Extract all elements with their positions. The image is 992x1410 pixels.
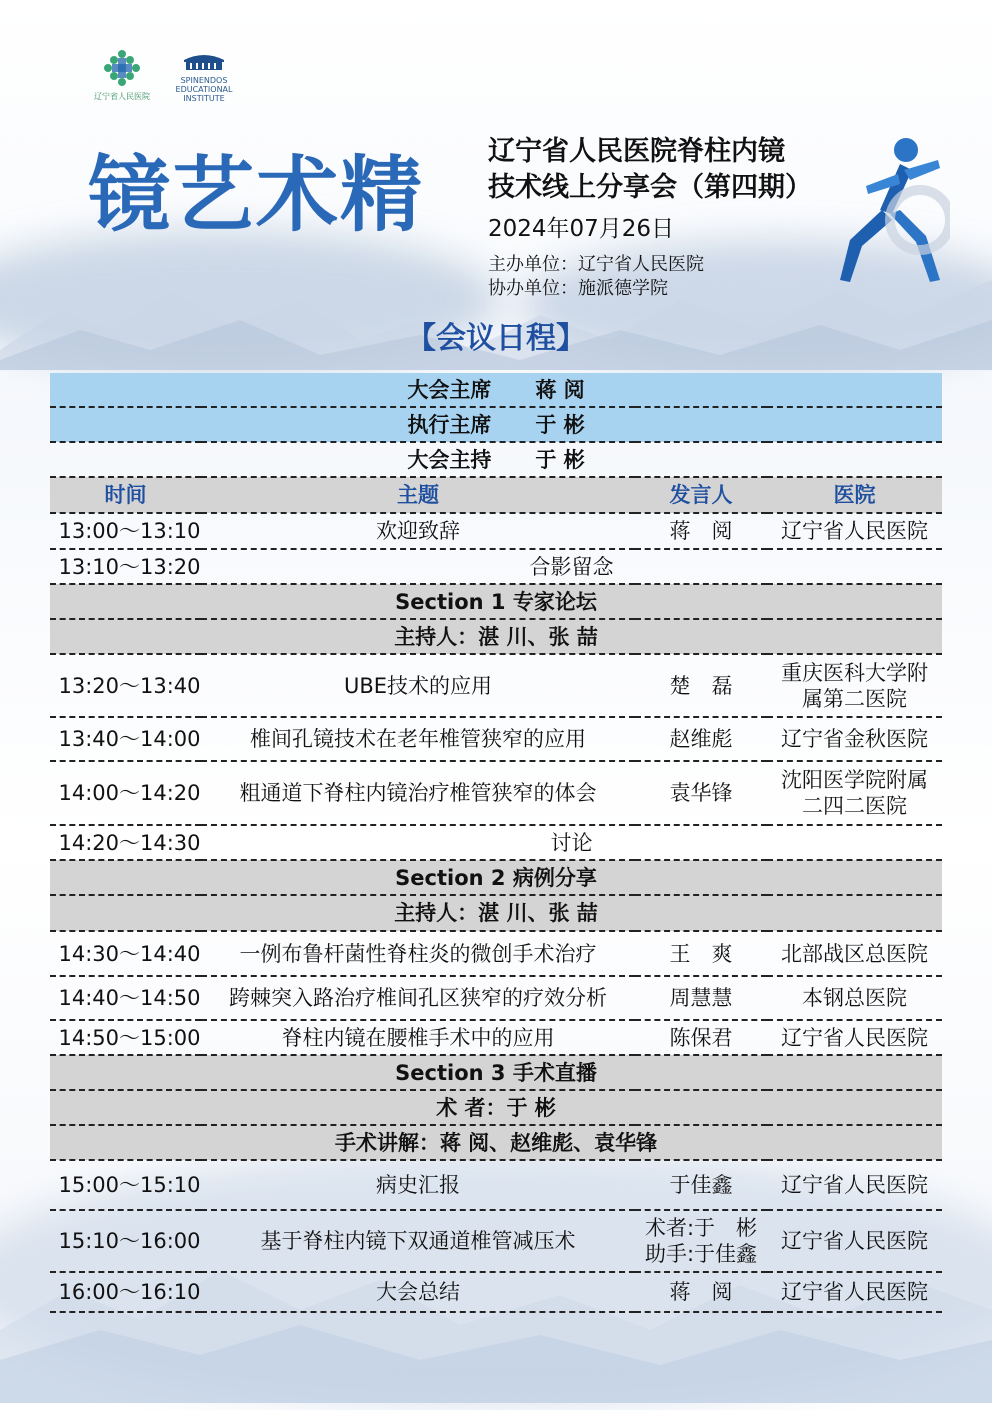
topic-cell: 欢迎致辞 bbox=[201, 513, 635, 549]
speaker-cell: 楚 磊 bbox=[635, 654, 767, 717]
table-row bbox=[50, 761, 942, 825]
hospital-cell: 辽宁省人民医院 bbox=[767, 1160, 942, 1210]
institute-logo bbox=[172, 50, 236, 103]
column-header-speaker: 发言人 bbox=[635, 477, 767, 513]
column-header-time: 时间 bbox=[50, 477, 201, 513]
chair-row bbox=[50, 373, 942, 407]
table-row bbox=[50, 549, 942, 584]
table-row bbox=[50, 1160, 942, 1210]
speaker-cell: 周慧慧 bbox=[635, 976, 767, 1020]
surgeon-text: 术 者：于 彬 bbox=[50, 1090, 942, 1125]
hospital-cell: 本钢总医院 bbox=[767, 976, 942, 1020]
section-title: Section 3 手术直播 bbox=[50, 1055, 942, 1090]
hospital-emblem-icon bbox=[102, 48, 142, 88]
column-header-hospital: 医院 bbox=[767, 477, 942, 513]
institute-caption: EDUCATIONAL bbox=[175, 85, 233, 94]
agenda-heading: 【会议日程】 bbox=[406, 321, 586, 356]
host-organization: 主办单位：辽宁省人民医院 bbox=[488, 254, 704, 275]
section-host: 主持人：湛 川、张 喆 bbox=[50, 619, 942, 654]
hospital-cell bbox=[767, 654, 942, 717]
commentary-row bbox=[50, 1125, 942, 1160]
topic-cell: 一例布鲁杆菌性脊柱炎的微创手术治疗 bbox=[201, 931, 635, 976]
topic-cell: 病史汇报 bbox=[201, 1160, 635, 1210]
conference-title bbox=[488, 134, 812, 206]
schedule-table bbox=[50, 373, 942, 1313]
hospital-line: 重庆医科大学附 bbox=[781, 660, 928, 685]
header-row bbox=[50, 477, 942, 513]
role-label: 大会主持 bbox=[407, 447, 492, 472]
time-cell: 13:00～13:10 bbox=[50, 513, 201, 549]
time-cell: 14:50～15:00 bbox=[50, 1020, 201, 1055]
time-cell: 14:20～14:30 bbox=[50, 825, 201, 860]
hospital-cell: 北部战区总医院 bbox=[767, 931, 942, 976]
topic-cell: 基于脊柱内镜下双通道椎管减压术 bbox=[201, 1210, 635, 1272]
institute-caption: INSTITUTE bbox=[183, 94, 225, 103]
role-name: 蒋 阅 bbox=[535, 377, 585, 402]
speaker-cell bbox=[635, 1210, 767, 1272]
role-label: 执行主席 bbox=[407, 412, 492, 437]
time-cell: 13:10～13:20 bbox=[50, 549, 201, 584]
hospital-cell: 辽宁省人民医院 bbox=[767, 1020, 942, 1055]
table-row bbox=[50, 1210, 942, 1272]
time-cell: 14:00～14:20 bbox=[50, 761, 201, 825]
commentary-text: 手术讲解：蒋 阅、赵维彪、袁华锋 bbox=[50, 1125, 942, 1160]
hospital-cell: 辽宁省人民医院 bbox=[767, 1210, 942, 1272]
time-cell: 14:40～14:50 bbox=[50, 976, 201, 1020]
speaker-cell: 于佳鑫 bbox=[635, 1160, 767, 1210]
table-row bbox=[50, 976, 942, 1020]
section-row bbox=[50, 1055, 942, 1090]
runner-figure-icon bbox=[820, 130, 950, 290]
column-header-topic: 主题 bbox=[201, 477, 635, 513]
calligraphy-title: 镜艺术精 bbox=[88, 147, 425, 243]
hospital-logo bbox=[92, 48, 152, 101]
hospital-line: 沈阳医学院附属 bbox=[781, 768, 928, 792]
hospital-line: 属第二医院 bbox=[802, 686, 907, 711]
speaker-cell: 陈保君 bbox=[635, 1020, 767, 1055]
hospital-logo-caption: 辽宁省人民医院 bbox=[94, 92, 150, 101]
topic-cell: 脊柱内镜在腰椎手术中的应用 bbox=[201, 1020, 635, 1055]
speaker-cell: 蒋 阅 bbox=[635, 1272, 767, 1312]
table-row bbox=[50, 1272, 942, 1312]
role-label: 大会主席 bbox=[407, 377, 492, 402]
table-row bbox=[50, 931, 942, 976]
topic-cell: 椎间孔镜技术在老年椎管狭窄的应用 bbox=[201, 717, 635, 761]
topic-cell: 粗通道下脊柱内镜治疗椎管狭窄的体会 bbox=[201, 761, 635, 825]
section-host-row bbox=[50, 895, 942, 931]
hospital-cell bbox=[767, 761, 942, 825]
table-row bbox=[50, 825, 942, 860]
speaker-cell: 蒋 阅 bbox=[635, 513, 767, 549]
co-host-organization: 协办单位：施派德学院 bbox=[488, 278, 668, 299]
role-name: 于 彬 bbox=[535, 412, 585, 437]
time-cell: 15:10～16:00 bbox=[50, 1210, 201, 1272]
section-title: Section 2 病例分享 bbox=[50, 860, 942, 895]
time-cell: 15:00～15:10 bbox=[50, 1160, 201, 1210]
section-host: 主持人：湛 川、张 喆 bbox=[50, 895, 942, 931]
hospital-cell: 辽宁省人民医院 bbox=[767, 513, 942, 549]
time-cell: 13:40～14:00 bbox=[50, 717, 201, 761]
table-row bbox=[50, 654, 942, 717]
institute-caption: SPINENDOS bbox=[180, 76, 228, 85]
conference-title-line2: 技术线上分享会（第四期） bbox=[488, 172, 812, 203]
hospital-cell: 辽宁省金秋医院 bbox=[767, 717, 942, 761]
topic-cell: 合影留念 bbox=[201, 549, 942, 584]
mc-row bbox=[50, 442, 942, 477]
section-host-row bbox=[50, 619, 942, 654]
section-title: Section 1 专家论坛 bbox=[50, 584, 942, 619]
section-row bbox=[50, 584, 942, 619]
exec-chair-row bbox=[50, 407, 942, 442]
speaker-cell: 赵维彪 bbox=[635, 717, 767, 761]
conference-title-line1: 辽宁省人民医院脊柱内镜 bbox=[488, 136, 785, 167]
time-cell: 14:30～14:40 bbox=[50, 931, 201, 976]
table-row bbox=[50, 717, 942, 761]
topic-cell: UBE技术的应用 bbox=[201, 654, 635, 717]
topic-cell: 跨棘突入路治疗椎间孔区狭窄的疗效分析 bbox=[201, 976, 635, 1020]
time-cell: 16:00～16:10 bbox=[50, 1272, 201, 1312]
topic-cell: 大会总结 bbox=[201, 1272, 635, 1312]
time-cell: 13:20～13:40 bbox=[50, 654, 201, 717]
role-name: 于 彬 bbox=[535, 447, 585, 472]
topic-cell: 讨论 bbox=[201, 825, 942, 860]
conference-date: 2024年07月26日 bbox=[488, 216, 675, 242]
speaker-line: 助手:于佳鑫 bbox=[644, 1242, 758, 1266]
speaker-cell: 袁华锋 bbox=[635, 761, 767, 825]
speaker-line: 术者:于 彬 bbox=[644, 1216, 758, 1240]
table-row bbox=[50, 513, 942, 549]
institute-building-icon bbox=[182, 50, 226, 72]
speaker-cell: 王 爽 bbox=[635, 931, 767, 976]
table-row bbox=[50, 1020, 942, 1055]
surgeon-row bbox=[50, 1090, 942, 1125]
hospital-cell: 辽宁省人民医院 bbox=[767, 1272, 942, 1312]
hospital-line: 二四二医院 bbox=[802, 794, 907, 818]
section-row bbox=[50, 860, 942, 895]
